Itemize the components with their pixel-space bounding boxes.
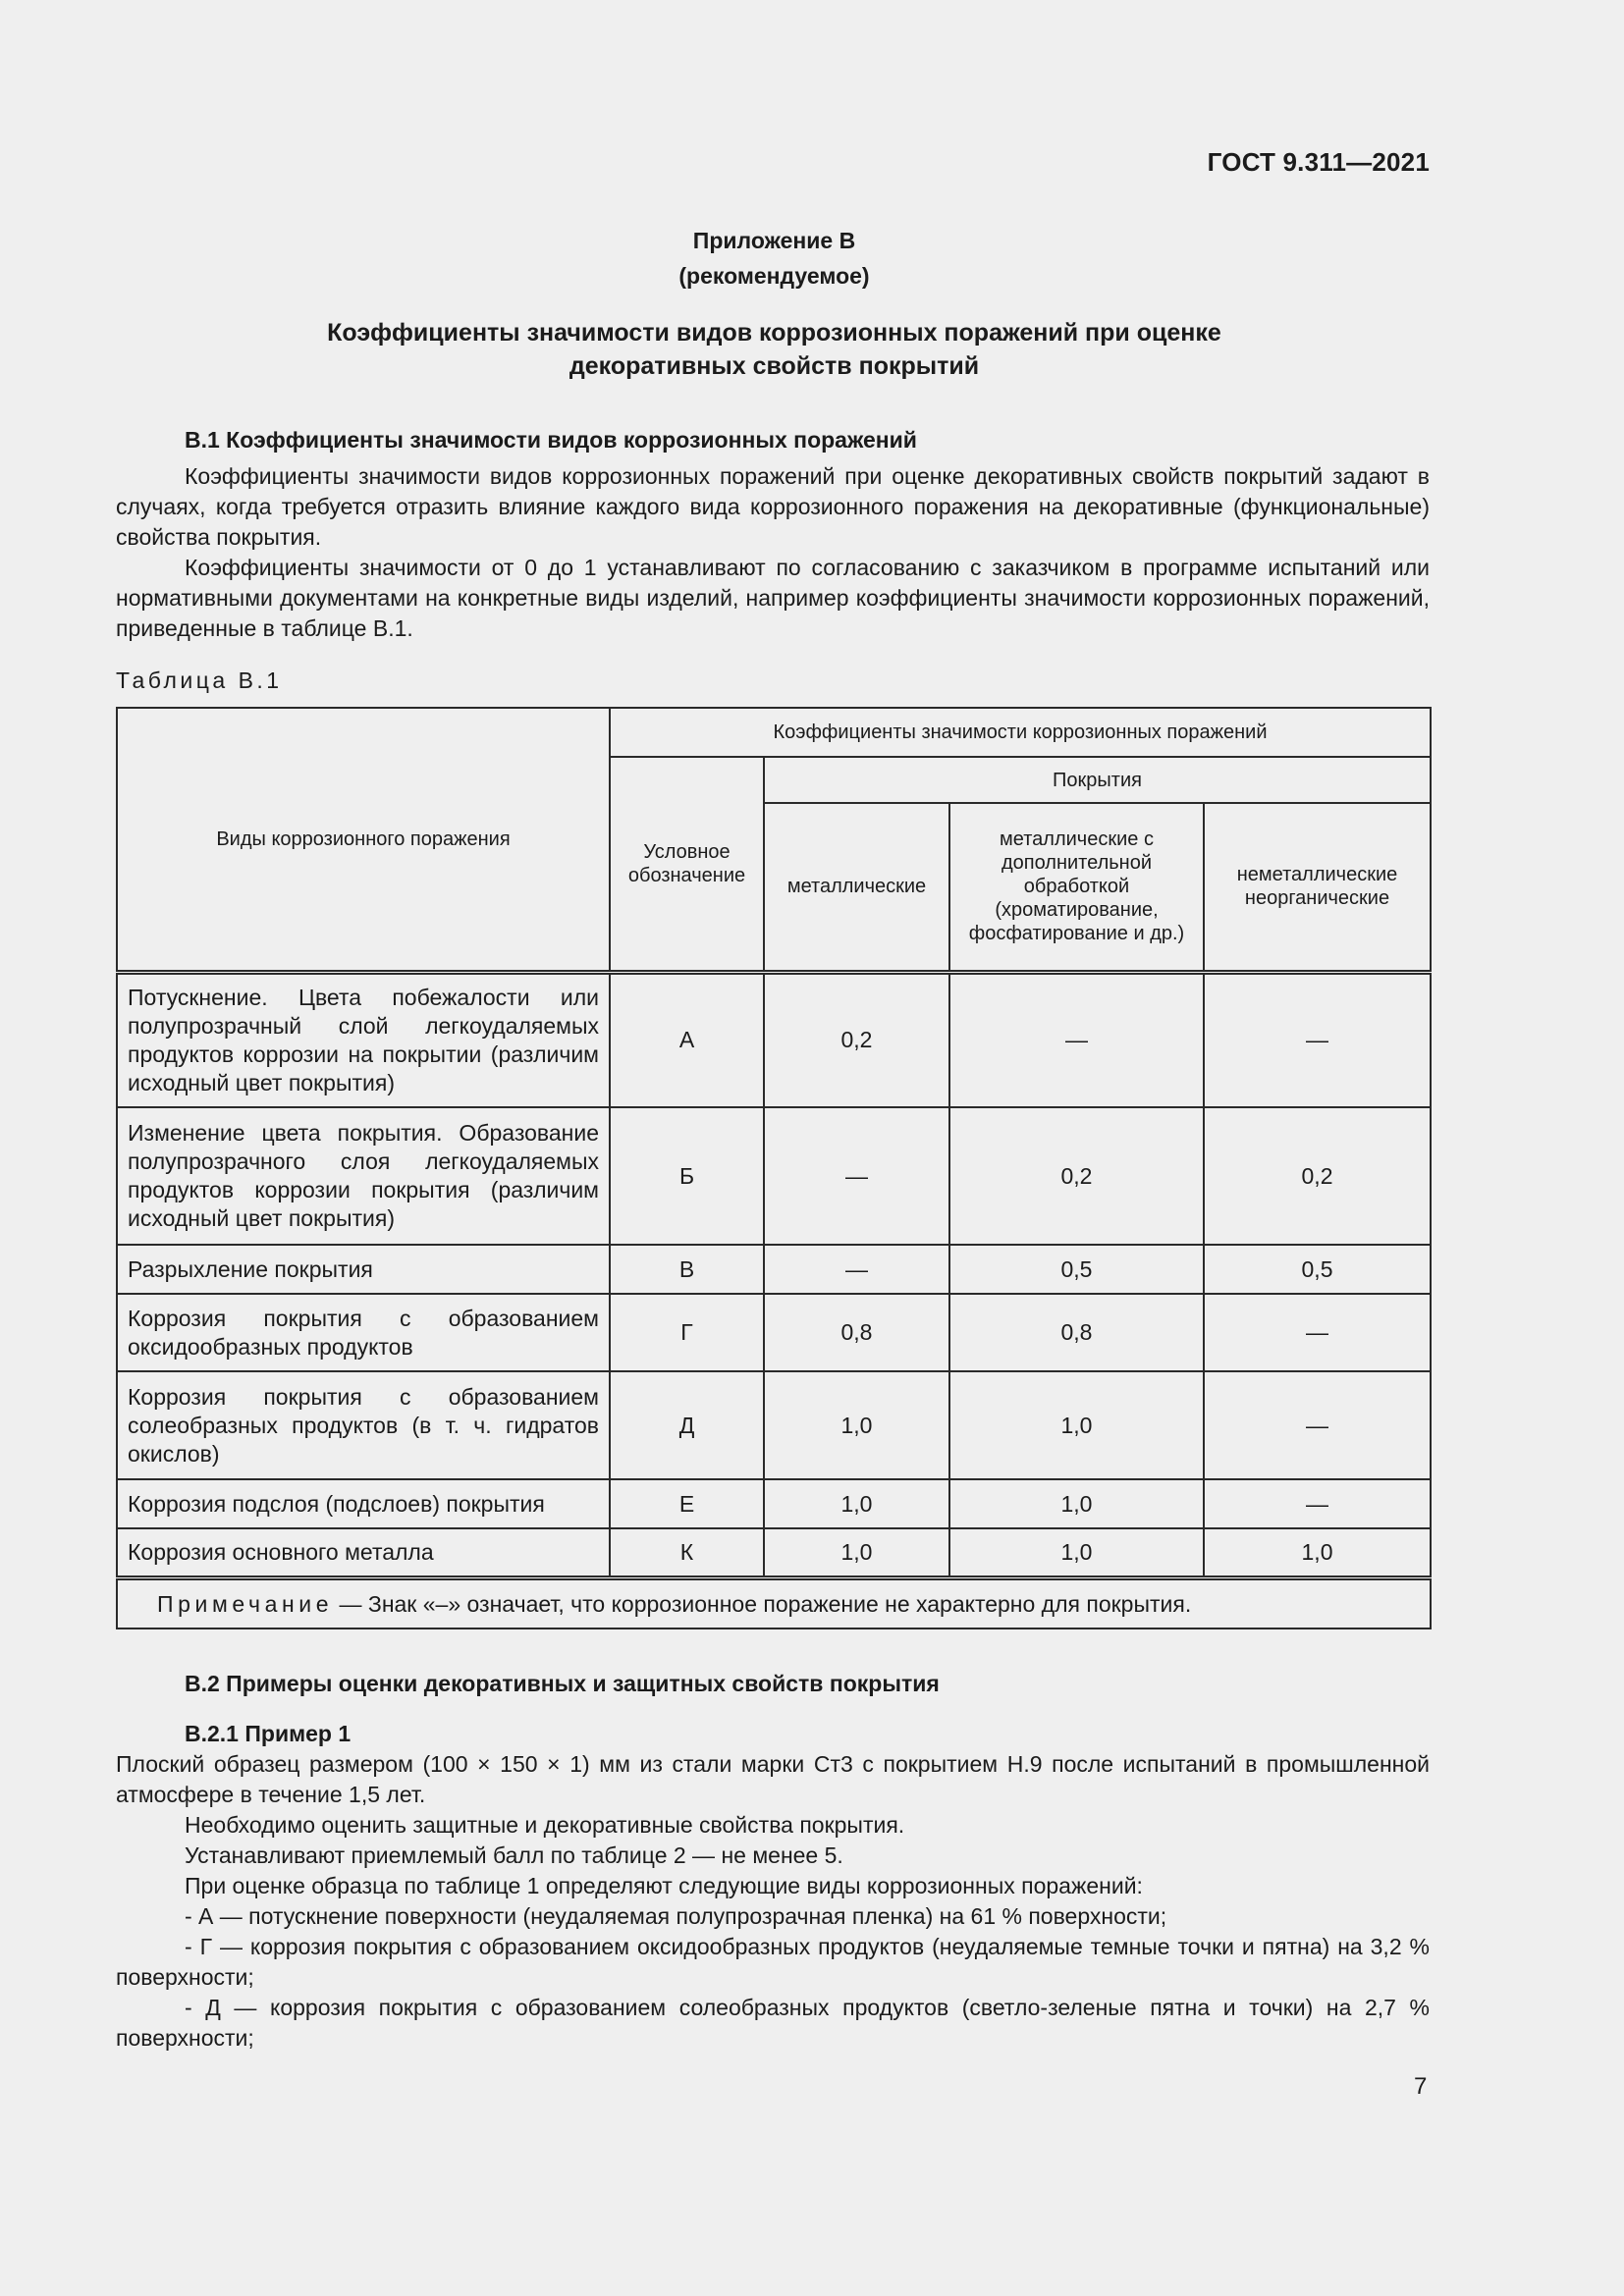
row-metallic: 0,8 <box>764 1294 949 1371</box>
example-paragraph-2: Необходимо оценить защитные и декоративные свойства покрытия. <box>185 1811 905 1838</box>
annex-heading <box>0 223 1548 294</box>
section-b1-heading: В.1 Коэффициенты значимости видов коррозионных поражений <box>185 427 917 453</box>
main-content <box>116 425 1430 2054</box>
row-metallic: 0,2 <box>764 972 949 1107</box>
row-symbol: К <box>610 1528 764 1577</box>
section-b1-paragraph-1: Коэффициенты значимости видов коррозионных поражений при оценке декоративных свойств покрытий задают в случаях, когда требуется отразить влияние каждого вида коррозионного поражения на декоративные (функциональные) свойства покрытия. <box>116 463 1430 550</box>
standard-number: ГОСТ 9.311—2021 <box>1207 147 1430 177</box>
section-b2-heading: В.2 Примеры оценки декоративных и защитных свойств покрытия <box>185 1670 940 1696</box>
table-row <box>117 1294 1431 1371</box>
row-symbol: В <box>610 1245 764 1294</box>
row-symbol: Г <box>610 1294 764 1371</box>
annex-title: Приложение В <box>692 228 856 253</box>
row-metallic-extra: 1,0 <box>949 1479 1204 1528</box>
row-nonmetallic: 1,0 <box>1204 1528 1431 1577</box>
header-metallic-extra: металлические с дополнительной обработкой (хроматирование, фосфатирование и др.) <box>949 803 1204 972</box>
row-metallic-extra: 1,0 <box>949 1371 1204 1479</box>
table-row <box>117 1245 1431 1294</box>
section-b1-paragraph-2: Коэффициенты значимости от 0 до 1 устанавливают по согласованию с заказчиком в программе испытаний или нормативными документами на конкретные виды изделий, например коэффициенты значимости коррозионных поражений, приведенные в таблице В.1. <box>116 555 1430 641</box>
list-item: - А — потускнение поверхности (неудаляемая полупрозрачная пленка) на 61 % поверхности; <box>185 1902 1167 1929</box>
row-metallic-extra: 0,2 <box>949 1107 1204 1245</box>
row-metallic: — <box>764 1107 949 1245</box>
header-coefficients-group: Коэффициенты значимости коррозионных поражений <box>610 708 1431 757</box>
row-type: Коррозия подслоя (подслоев) покрытия <box>117 1479 610 1528</box>
row-type: Коррозия покрытия с образованием оксидообразных продуктов <box>117 1294 610 1371</box>
coefficients-table <box>116 707 1432 1629</box>
row-type: Коррозия основного металла <box>117 1528 610 1577</box>
row-symbol: Е <box>610 1479 764 1528</box>
row-nonmetallic: — <box>1204 1294 1431 1371</box>
page-number: 7 <box>1414 2073 1428 2100</box>
row-metallic-extra: 0,5 <box>949 1245 1204 1294</box>
row-nonmetallic: 0,5 <box>1204 1245 1431 1294</box>
row-metallic: — <box>764 1245 949 1294</box>
table-note-row <box>117 1577 1431 1629</box>
note-label: Примечание <box>157 1590 334 1617</box>
annex-status: (рекомендуемое) <box>678 263 870 289</box>
table-row <box>117 1107 1431 1245</box>
row-symbol: А <box>610 972 764 1107</box>
row-nonmetallic: — <box>1204 1479 1431 1528</box>
section-b21-heading: В.2.1 Пример 1 <box>185 1720 352 1746</box>
document-title <box>0 316 1548 383</box>
document-title-line-1: Коэффициенты значимости видов коррозионных поражений при оценке <box>327 319 1221 347</box>
table-row <box>117 1528 1431 1577</box>
example-paragraph-1: Плоский образец размером (100 × 150 × 1) мм из стали марки Ст3 с покрытием Н.9 после испытаний в промышленной атмосфере в течение 1,5 лет. <box>116 1750 1430 1807</box>
header-metallic: металлические <box>764 803 949 972</box>
row-nonmetallic: — <box>1204 1371 1431 1479</box>
list-item: - Д — коррозия покрытия с образованием солеобразных продуктов (светло-зеленые пятна и точки) на 2,7 % поверхности; <box>116 1994 1430 2051</box>
table-note <box>117 1577 1431 1629</box>
row-metallic: 1,0 <box>764 1479 949 1528</box>
header-coatings: Покрытия <box>764 757 1431 803</box>
row-type: Разрыхление покрытия <box>117 1245 610 1294</box>
table-row <box>117 1479 1431 1528</box>
row-type: Коррозия покрытия с образованием солеобразных продуктов (в т. ч. гидратов окислов) <box>117 1371 610 1479</box>
table-row <box>117 972 1431 1107</box>
list-item: - Г — коррозия покрытия с образованием оксидообразных продуктов (неудаляемые темные точки и пятна) на 3,2 % поверхности; <box>116 1933 1430 1990</box>
header-nonmetallic: неметаллические неорганические <box>1204 803 1431 972</box>
row-metallic: 1,0 <box>764 1371 949 1479</box>
row-type: Изменение цвета покрытия. Образование полупрозрачного слоя легкоудаляемых продуктов коррозии покрытия (различим исходный цвет покрытия) <box>117 1107 610 1245</box>
document-title-line-2: декоративных свойств покрытий <box>568 352 980 380</box>
row-symbol: Д <box>610 1371 764 1479</box>
row-metallic: 1,0 <box>764 1528 949 1577</box>
example-paragraph-3: Устанавливают приемлемый балл по таблице 2 — не менее 5. <box>185 1842 843 1868</box>
row-metallic-extra: — <box>949 972 1204 1107</box>
header-symbol: Условное обозначение <box>610 757 764 972</box>
header-damage-types: Виды коррозионного поражения <box>117 708 610 972</box>
table-caption: Таблица В.1 <box>116 667 283 693</box>
row-metallic-extra: 1,0 <box>949 1528 1204 1577</box>
row-nonmetallic: 0,2 <box>1204 1107 1431 1245</box>
row-type: Потускнение. Цвета побежалости или полупрозрачный слой легкоудаляемых продуктов коррозии на покрытии (различим исходный цвет покрытия) <box>117 972 610 1107</box>
table-row <box>117 1371 1431 1479</box>
row-metallic-extra: 0,8 <box>949 1294 1204 1371</box>
example-paragraph-4: При оценке образца по таблице 1 определяют следующие виды коррозионных поражений: <box>185 1872 1143 1898</box>
row-symbol: Б <box>610 1107 764 1245</box>
note-text: — Знак «–» означает, что коррозионное поражение не характерно для покрытия. <box>333 1590 1192 1617</box>
row-nonmetallic: — <box>1204 972 1431 1107</box>
